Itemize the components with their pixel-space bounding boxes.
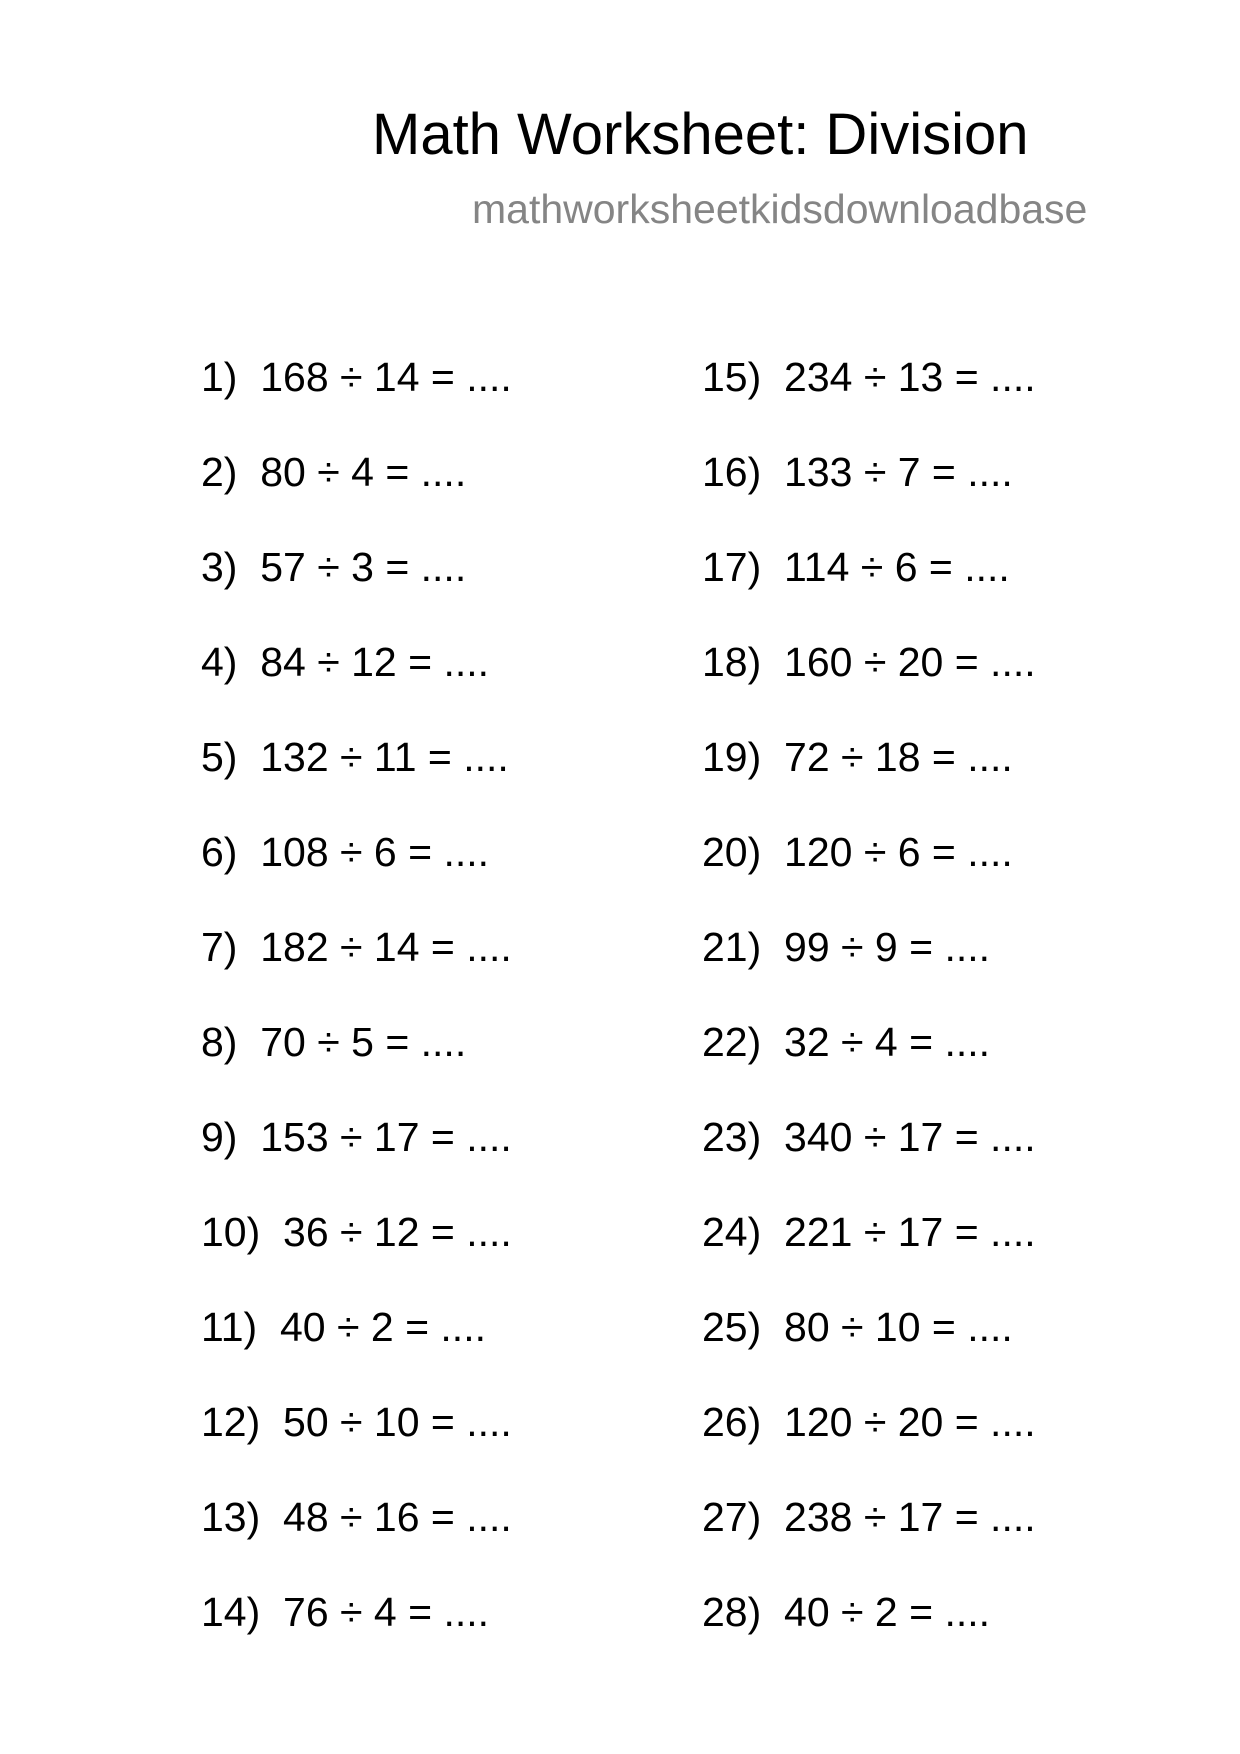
problem-item: 26) 120 ÷ 20 = .... xyxy=(702,1399,1036,1445)
problem-item: 4) 84 ÷ 12 = .... xyxy=(201,639,490,685)
problem-item: 24) 221 ÷ 17 = .... xyxy=(702,1209,1036,1255)
problem-item: 9) 153 ÷ 17 = .... xyxy=(201,1114,512,1160)
problem-column-right xyxy=(702,352,1036,1682)
problem-item: 10) 36 ÷ 12 = .... xyxy=(201,1209,512,1255)
problem-item: 16) 133 ÷ 7 = .... xyxy=(702,449,1013,495)
problem-item: 18) 160 ÷ 20 = .... xyxy=(702,639,1036,685)
problem-item: 5) 132 ÷ 11 = .... xyxy=(201,734,509,780)
problem-item: 3) 57 ÷ 3 = .... xyxy=(201,544,467,590)
problem-item: 15) 234 ÷ 13 = .... xyxy=(702,354,1036,400)
problem-item: 8) 70 ÷ 5 = .... xyxy=(201,1019,467,1065)
problem-item: 28) 40 ÷ 2 = .... xyxy=(702,1589,991,1635)
page-subtitle: mathworksheetkidsdownloadbase xyxy=(472,186,1088,232)
problem-item: 20) 120 ÷ 6 = .... xyxy=(702,829,1013,875)
page-title: Math Worksheet: Division xyxy=(372,102,1029,167)
problem-item: 1) 168 ÷ 14 = .... xyxy=(201,354,512,400)
problem-column-left xyxy=(201,352,512,1682)
problem-item: 21) 99 ÷ 9 = .... xyxy=(702,924,991,970)
problem-item: 23) 340 ÷ 17 = .... xyxy=(702,1114,1036,1160)
problem-item: 17) 114 ÷ 6 = .... xyxy=(702,544,1010,590)
problem-item: 7) 182 ÷ 14 = .... xyxy=(201,924,512,970)
problem-item: 13) 48 ÷ 16 = .... xyxy=(201,1494,512,1540)
problem-item: 19) 72 ÷ 18 = .... xyxy=(702,734,1013,780)
problem-item: 2) 80 ÷ 4 = .... xyxy=(201,449,467,495)
problem-item: 25) 80 ÷ 10 = .... xyxy=(702,1304,1013,1350)
problem-item: 27) 238 ÷ 17 = .... xyxy=(702,1494,1036,1540)
problem-item: 11) 40 ÷ 2 = .... xyxy=(201,1304,486,1350)
problem-item: 6) 108 ÷ 6 = .... xyxy=(201,829,490,875)
problem-item: 22) 32 ÷ 4 = .... xyxy=(702,1019,991,1065)
problem-item: 12) 50 ÷ 10 = .... xyxy=(201,1399,512,1445)
problem-item: 14) 76 ÷ 4 = .... xyxy=(201,1589,490,1635)
